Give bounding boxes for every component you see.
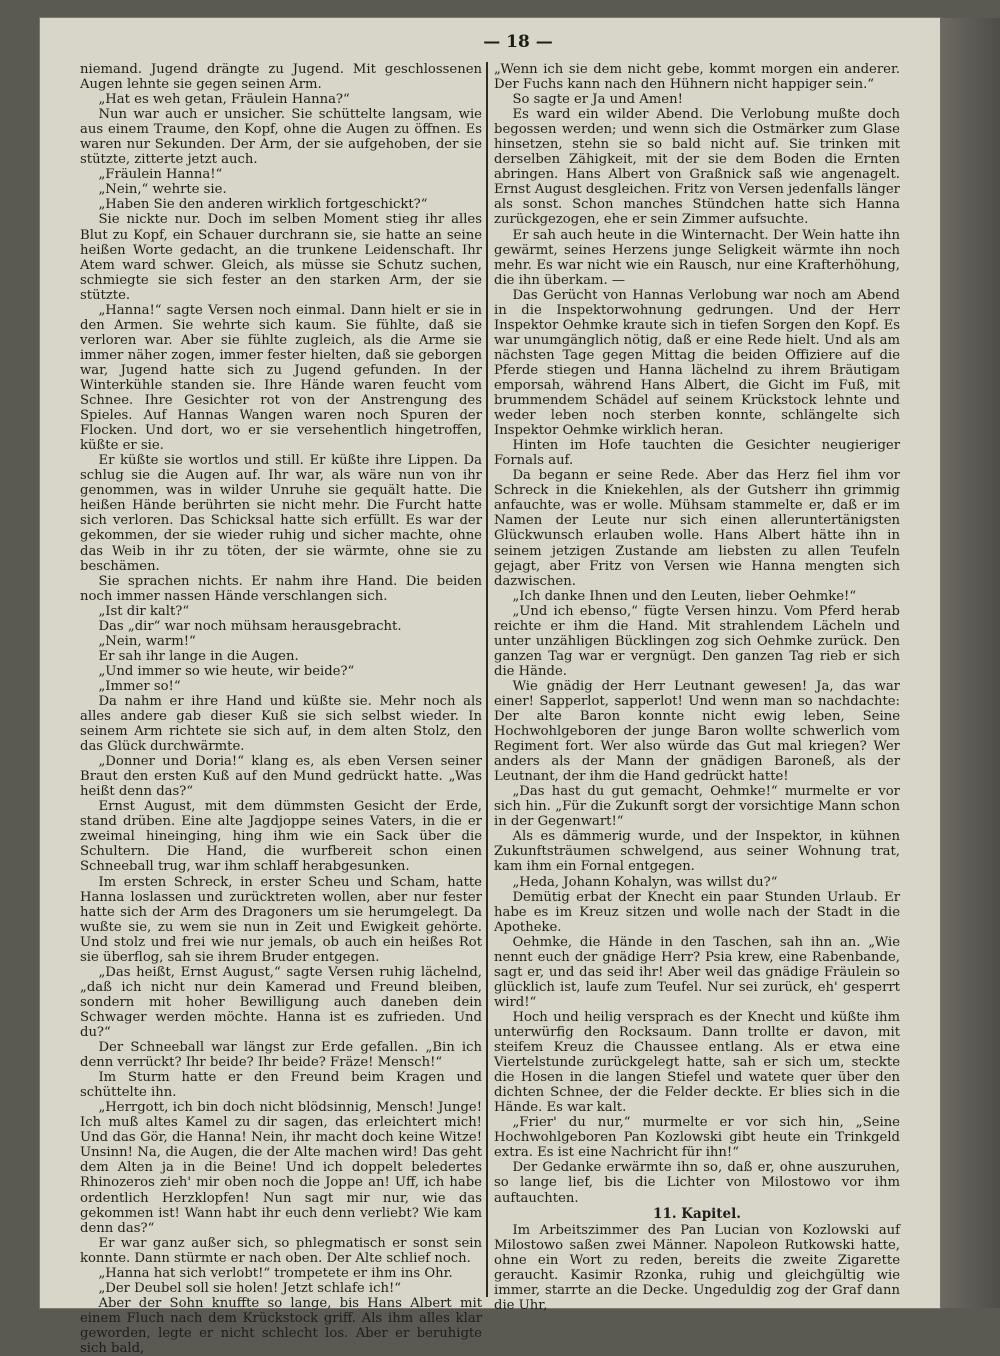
paragraph: „Ist dir kalt?“ [98,603,190,619]
paragraph: „Fräulein Hanna!“ [98,167,223,183]
paragraph: „Ich danke Ihnen und den Leuten, lieber Oehmke!“ [512,588,857,604]
page-number: — 18 — [483,32,553,52]
paragraph: „Das hast du gut gemacht, Oehmke!“ murmelte er vor sich hin. „Für die Zukunft sorgt der vorsichtige Mann schon in der Gegenwart!“ [494,784,900,830]
column-divider [486,62,488,1297]
paragraph: Das Gerücht von Hannas Verlobung war noch am Abend in die Inspektorwohnung gedrungen. Und der Herr Inspektor Oehmke kraute sich in tiefen Sorgen den Kopf. Es war unumgänglich nötig, daß er eine Rede hielt. Und als am nächsten Tage gegen Mittag die beiden Offiziere auf die Pferde stiegen und Hanna lächelnd zu ihrem Bräutigam emporsah, während Hans Albert, die Gicht im Fuß, mit brummendem Schädel auf seinem Krückstock lehnte und weder leben noch sterben konnte, schlängelte sich Inspektor Oehmke wirklich heran. [494,287,900,439]
right-column-text-before-chapter [494,62,900,1206]
paragraph: niemand. Jugend drängte zu Jugend. Mit geschlossenen Augen lehnte sie gegen seinen Arm. [80,62,482,93]
paragraph: Es ward ein wilder Abend. Die Verlobung mußte doch begossen werden; und wenn sich die Ostmärker zum Glase hinsetzen, stehn sie so bald nicht auf. Sie trinken mit derselben Zähigkeit, mit der sie dem Boden die Ernten abringen. Hans Albert von Graßnick saß wie angenagelt. Ernst August desgleichen. Fritz von Versen jedenfalls länger als sonst. Schon manches Stündchen hatte sich Hanna zurückgezogen, ehe er sein Zimmer aufsuchte. [494,107,900,228]
paragraph: Demütig erbat der Knecht ein paar Stunden Urlaub. Er habe es im Kreuz sitzen und wolle nach der Stadt in die Apotheke. [494,889,900,935]
paragraph: „Und ich ebenso,“ fügte Versen hinzu. Vom Pferd herab reichte er ihm die Hand. Mit strahlendem Lächeln und unter unzähligen Bücklingen zog sich Oehmke zurück. Den ganzen Tag war er vergnügt. Den ganzen Tag rieb er sich die Hände. [494,603,900,679]
paragraph: Er war ganz außer sich, so phlegmatisch er sonst sein konnte. Dann stürmte er nach oben. Der Alte schlief noch. [80,1235,482,1266]
left-column [80,62,482,1356]
paragraph: „Nein, warm!“ [98,633,196,649]
paragraph: Sie nickte nur. Doch im selben Moment stieg ihr alles Blut zu Kopf, ein Schauer durchrann sie, sie hatte an seine heißen Worte gedacht, an die trunkene Leidenschaft. Ihr Atem ward schwer. Gleich, als müsse sie Schutz suchen, schmiegte sie sich fester an den starken Arm, der sie stützte. [80,212,482,303]
paragraph: „Hanna hat sich verlobt!“ trompetete er ihm ins Ohr. [98,1265,453,1281]
right-column-text-after-chapter [494,1223,900,1313]
paragraph: „Nein,“ wehrte sie. [98,182,227,198]
paragraph: Aber der Sohn knuffte so lange, bis Hans Albert mit einem Fluch nach dem Krückstock griff. Als ihm alles klar geworden, legte er nicht schlecht los. Aber er beruhigte sich bald, [80,1295,482,1356]
paragraph: Er sah auch heute in die Winternacht. Der Wein hatte ihn gewärmt, seines Herzens junge Seligkeit wärmte ihn noch mehr. Es war nicht wie ein Rausch, nur eine Krafterhöhung, die ihn überkam. — [494,227,900,288]
paragraph: Hinten im Hofe tauchten die Gesichter neugieriger Fornals auf. [494,438,900,469]
paragraph: So sagte er Ja und Amen! [512,92,683,108]
chapter-heading: 11. Kapitel. [653,1205,741,1222]
paragraph: „Der Deubel soll sie holen! Jetzt schlafe ich!“ [98,1280,402,1296]
paragraph: „Wenn ich sie dem nicht gebe, kommt morgen ein anderer. Der Fuchs kann nach den Hühnern nicht happiger sein.“ [494,62,900,93]
paragraph: Oehmke, die Hände in den Taschen, sah ihn an. „Wie nennt euch der gnädige Herr? Psia krew, eine Rabenbande, sagt er, und das seid ihr! Aber weil das gnädige Fräulein so glücklich ist, laufe zum Teufel. Nur sei zurück, eh' gesperrt wird!“ [494,934,900,1010]
paragraph: Ernst August, mit dem dümmsten Gesicht der Erde, stand drüben. Eine alte Jagdjoppe seines Vaters, in die er zweimal hineinging, hing ihm wie ein Sack über die Schultern. Die Hand, die wurfbereit schon einen Schneeball trug, war ihm schlaff herabgesunken. [80,799,482,875]
paragraph: Hoch und heilig versprach es der Knecht und küßte ihm unterwürfig den Rocksaum. Dann trollte er davon, mit steifem Kreuz die Chaussee entlang. Als er etwa eine Viertelstunde zurückgelegt hatte, sah er sich um, steckte die Hosen in die langen Stiefel und watete quer über den dichten Schnee, der die Felder deckte. Er blies sich in die Hände. Es war kalt. [494,1009,900,1116]
paragraph: Als es dämmerig wurde, und der Inspektor, in kühnen Zukunftsträumen schwelgend, aus seiner Wohnung trat, kam ihm ein Fornal entgegen. [494,829,900,875]
paragraph: „Herrgott, ich bin doch nicht blödsinnig, Mensch! Junge! Ich muß altes Kamel zu dir sagen, das erleichtert mich! Und das Gör, die Hanna! Nein, ihr macht doch keine Witze! Unsinn! Na, die Augen, die der Alte machen wird! Das geht dem Alten ja in die Beine! Und ich doppelt beledertes Rhinozeros zieh' mir oben noch die Joppe an! Uff, ich habe ordentlich Herzklopfen! Nun sagt mir nur, wie das gekommen ist! Wann habt ihr euch denn verliebt? Wie kam denn das?“ [80,1100,482,1236]
paragraph: Wie gnädig der Herr Leutnant gewesen! Ja, das war einer! Sapperlot, sapperlot! Und wenn man so nachdachte: Der alte Baron konnte nicht ewig leben, Seine Hochwohlgeboren der junge Baron wollte schwerlich vom Regiment fort. Wer also würde das Gut mal kriegen? Wer anders als der Mann der gnädigen Baroneß, als der Leutnant, der ihm die Hand gedrückt hatte! [494,678,900,785]
paragraph: Da begann er seine Rede. Aber das Herz fiel ihm vor Schreck in die Kniekehlen, als der Gutsherr ihn grimmig anfauchte, was er wolle. Mühsam stammelte er, daß er im Namen der Leute nur sich einen alleruntertänigsten Glückwunsch erlauben wolle. Hans Albert hätte ihn in seinem jetzigen Zustande am liebsten zu allen Teufeln gejagt, aber Fritz von Versen wie Hanna mengten sich dazwischen. [494,468,900,589]
paragraph: „Heda, Johann Kohalyn, was willst du?“ [512,874,778,890]
paragraph: Der Gedanke erwärmte ihn so, daß er, ohne auszuruhen, so lange lief, bis die Lichter von Milostowo vor ihm auftauchten. [494,1160,900,1206]
newspaper-page [40,18,940,1356]
paragraph: „Haben Sie den anderen wirklich fortgeschickt?“ [98,197,428,213]
page-edge-shadow [940,18,1000,1308]
paragraph: Das „dir“ war noch mühsam herausgebracht. [98,618,402,634]
paragraph: „Hanna!“ sagte Versen noch einmal. Dann hielt er sie in den Armen. Sie wehrte sich kaum. Sie fühlte, daß sie verloren war. Aber sie fühlte zugleich, als die Arme sie immer näher zogen, immer fester hielten, daß sie geborgen war, Jugend hatte sich zu Jugend gefunden. In der Winterkühle standen sie. Ihre Hände waren feucht vom Schnee. Ihre Gesichter rot von der Anstrengung des Spieles. Auf Hannas Wangen waren noch Spuren der Flocken. Und dort, wo er sie versehentlich hingetroffen, küßte er sie. [80,302,482,454]
paragraph: Im Arbeitszimmer des Pan Lucian von Kozlowski auf Milostowo saßen zwei Männer. Napoleon Rutkowski hatte, ohne ein Wort zu reden, bereits die zweite Zigarette geraucht. Kasimir Rzonka, ruhig und gleichgültig wie immer, starrte an die Decke. Ungeduldig zog der Graf dann die Uhr, [494,1222,900,1313]
paragraph: Im Sturm hatte er den Freund beim Kragen und schüttelte ihn. [80,1070,482,1101]
paragraph: „Immer so!“ [98,678,181,694]
paragraph: „Donner und Doria!“ klang es, als eben Versen seiner Braut den ersten Kuß auf den Mund gedrückt hatte. „Was heißt denn das?“ [80,754,482,800]
paragraph: Er sah ihr lange in die Augen. [98,648,299,664]
paragraph: Sie sprachen nichts. Er nahm ihre Hand. Die beiden noch immer nassen Hände verschlangen sich. [80,573,482,604]
paragraph: Im ersten Schreck, in erster Scheu und Scham, hatte Hanna loslassen und zurücktreten wollen, aber nur fester hatte sich der Arm des Dragoners um sie herumgelegt. Da wußte sie, zu wem sie nun in Zeit und Ewigkeit gehörte. Und stolz und frei wie nur jemals, ob auch ein heißes Rot sie überflog, sah sie ihrem Bruder entgegen. [80,874,482,965]
right-column [494,62,900,1313]
paragraph: Der Schneeball war längst zur Erde gefallen. „Bin ich denn verrückt? Ihr beide? Ihr beide? Fräze! Mensch!“ [80,1040,482,1071]
paragraph: „Und immer so wie heute, wir beide?“ [98,663,355,679]
paragraph: „Frier' du nur,“ murmelte er vor sich hin, „Seine Hochwohlgeboren Pan Kozlowski gibt heute ein Trinkgeld extra. Es ist eine Nachricht für ihn!“ [494,1115,900,1161]
paragraph: Er küßte sie wortlos und still. Er küßte ihre Lippen. Da schlug sie die Augen auf. Ihr war, als wäre nun von ihr genommen, was in wilder Unruhe sie gequält hatte. Die heißen Hände berührten sie nicht mehr. Die Furcht hatte sich verloren. Das Schicksal hatte sich erfüllt. Es war der gekommen, der sie wieder ruhig und sicher machte, ohne das Weib in ihr zu töten, der sie wärmte, ohne sie zu beschämen. [80,453,482,574]
paragraph: „Hat es weh getan, Fräulein Hanna?“ [98,92,350,108]
paragraph: „Das heißt, Ernst August,“ sagte Versen ruhig lächelnd, „daß ich nicht nur dein Kamerad und Freund bleiben, sondern mit hoher Bewilligung auch daneben dein Schwager werden möchte. Hanna ist es zufrieden. Und du?“ [80,964,482,1040]
paragraph: Nun war auch er unsicher. Sie schüttelte langsam, wie aus einem Traume, den Kopf, ohne die Augen zu öffnen. Es waren nur Sekunden. Der Arm, der sie aufgehoben, der sie stützte, zitterte jetzt auch. [80,107,482,168]
paragraph: Da nahm er ihre Hand und küßte sie. Mehr noch als alles andere gab dieser Kuß sie sich selbst wieder. In seinem Arm richtete sie sich auf, in dem alten Stolz, den das Glück durchwärmte. [80,693,482,755]
